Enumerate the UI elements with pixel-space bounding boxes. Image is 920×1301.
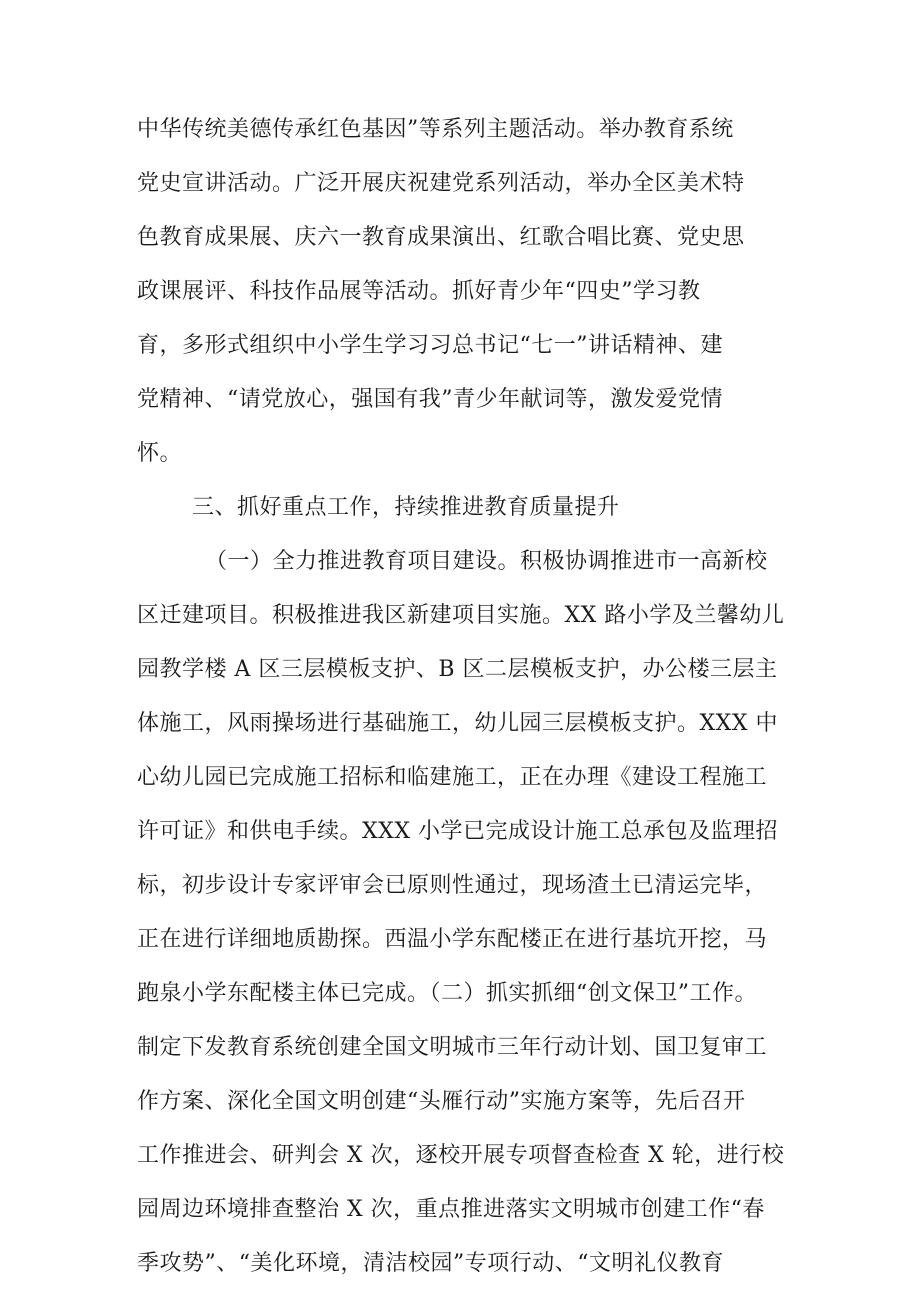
text-line: 怀。 [137,441,183,466]
text-line: 制定下发教育系统创建全国文明城市三年行动计划、国卫复审工 [137,1035,768,1060]
text-line: 正在进行详细地质勘探。西温小学东配楼正在进行基坑开挖，马 [137,927,768,952]
text-line: 季攻势”、“美化环境，清洁校园”专项行动、“文明礼仪教育 [137,1251,724,1276]
section-heading: 三、抓好重点工作，持续推进教育质量提升 [192,495,620,520]
text-line: 体施工，风雨操场进行基础施工，幼儿园三层模板支护。XXX 中 [137,711,778,736]
text-line: 色教育成果展、庆六一教育成果演出、红歌合唱比赛、党史思 [137,225,745,250]
text-line: 政课展评、科技作品展等活动。抓好青少年“四史”学习教 [137,279,701,304]
text-line: 党史宣讲活动。广泛开展庆祝建党系列活动，举办全区美术特 [137,171,745,196]
text-line: 育，多形式组织中小学生学习习总书记“七一”讲话精神、建 [137,333,723,358]
text-line: 区迁建项目。积极推进我区新建项目实施。XX 路小学及兰馨幼儿 [137,603,785,628]
text-line: 心幼儿园已完成施工招标和临建施工，正在办理《建设工程施工 [137,765,768,790]
text-line: 作方案、深化全国文明创建“头雁行动”实施方案等，先后召开 [137,1089,746,1114]
text-line: 标，初步设计专家评审会已原则性通过，现场渣土已清运完毕， [137,873,768,898]
text-line: 园周边环境排查整治 X 次，重点推进落实文明城市创建工作“春 [137,1197,765,1222]
paragraph-start-line: （一）全力推进教育项目建设。积极协调推进市一高新校 [205,549,768,574]
text-line: 许可证》和供电手续。XXX 小学已完成设计施工总承包及监理招 [137,819,778,844]
text-line: 中华传统美德传承红色基因”等系列主题活动。举办教育系统 [137,117,734,142]
text-line: 工作推进会、研判会 X 次，逐校开展专项督查检查 X 轮，进行校 [137,1143,785,1168]
text-line: 跑泉小学东配楼主体已完成。（二）抓实抓细“创文保卫”工作。 [137,981,757,1006]
text-line: 党精神、“请党放心，强国有我”青少年献词等，激发爱党情 [137,387,723,412]
text-line: 园教学楼 A 区三层模板支护、B 区二层模板支护，办公楼三层主 [137,657,778,682]
